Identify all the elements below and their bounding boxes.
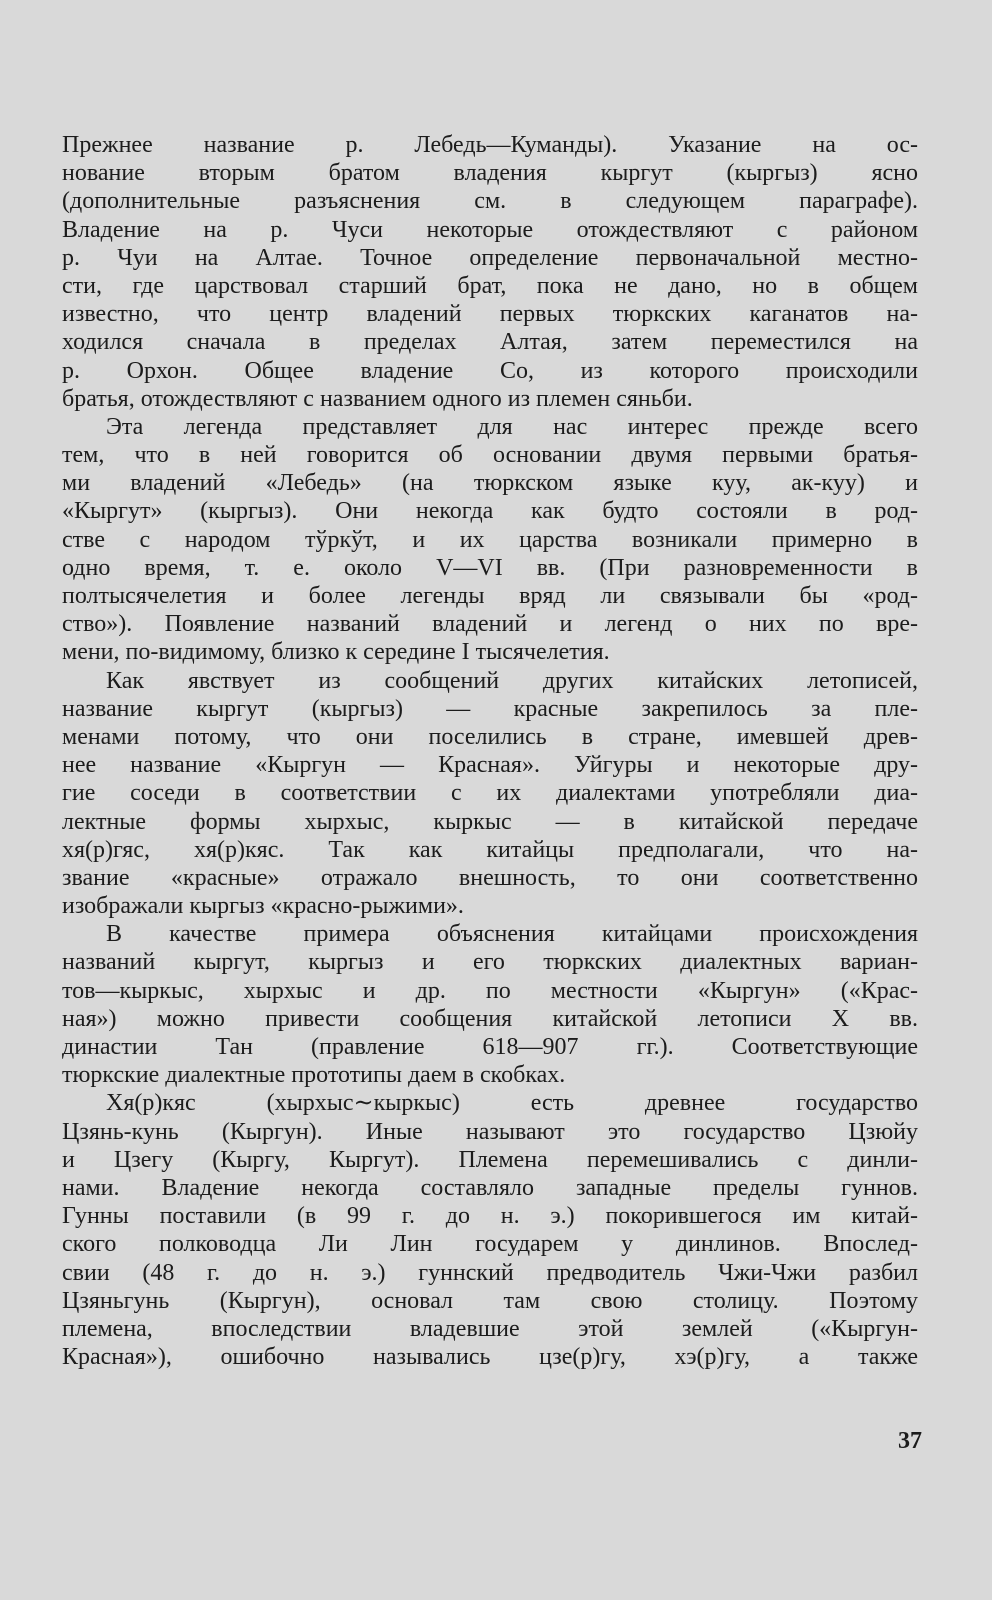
text-line: изображали кыргыз «красно-рыжими».	[62, 893, 464, 920]
text-line: Хя(р)кяс (хырхыс∼кыркыс) есть древнее государство	[106, 1090, 918, 1117]
text-line: р. Чуи на Алтае. Точное определение первоначальной местно-	[62, 244, 918, 271]
text-line: р. Орхон. Общее владение Со, из которого происходили	[62, 357, 918, 384]
text-line: Как явствует из сообщений других китайских летописей,	[106, 667, 918, 694]
text-line: племена, впоследствии владевшие этой землей («Кыргун-	[62, 1315, 918, 1342]
text-line: ная») можно привести сообщения китайской летописи X вв.	[62, 1005, 918, 1032]
text-line: нами. Владение некогда составляло западные пределы гуннов.	[62, 1174, 918, 1201]
text-line: одно время, т. е. около V—VI вв. (При разновременности в	[62, 554, 918, 581]
text-line: ми владений «Лебедь» (на тюркском языке куу, ак-куу) и	[62, 470, 918, 497]
text-line: Владение на р. Чуси некоторые отождествляют с районом	[62, 216, 918, 243]
text-line: Прежнее название р. Лебедь—Куманды). Указание на ос-	[62, 132, 918, 158]
page-number: 37	[898, 1428, 922, 1454]
text-line: лектные формы хырхыс, кыркыс — в китайской передаче	[62, 808, 918, 835]
body-text	[62, 131, 918, 1371]
text-line: Цзяньгунь (Кыргун), основал там свою столицу. Поэтому	[62, 1287, 918, 1314]
text-line: гие соседи в соответствии с их диалектами употребляли диа-	[62, 780, 918, 807]
text-line: династии Тан (правление 618—907 гг.). Соответствующие	[62, 1034, 918, 1060]
text-line: Цзянь-кунь (Кыргун). Иные называют это государство Цзюйу	[62, 1118, 918, 1145]
text-line: и Цзегу (Кыргу, Кыргут). Племена перемешивались с динли-	[62, 1146, 918, 1173]
text-line: тем, что в ней говорится об основании двумя первыми братья-	[62, 442, 918, 469]
text-line: звание «красные» отражало внешность, то они соответственно	[62, 864, 918, 891]
text-line: названий кыргут, кыргыз и его тюркских диалектных вариан-	[62, 949, 918, 976]
text-line: ходился сначала в пределах Алтая, затем переместился на	[62, 329, 918, 356]
text-line: нее название «Кыргун — Красная». Уйгуры и некоторые дру-	[62, 752, 918, 779]
text-line: В качестве примера объяснения китайцами происхождения	[106, 921, 918, 948]
text-line: ство»). Появление названий владений и легенд о них по вре-	[62, 611, 918, 638]
text-line: Красная»), ошибочно назывались цзе(р)гу, хэ(р)гу, а также	[62, 1344, 918, 1371]
text-line: «Кыргут» (кыргыз). Они некогда как будто состояли в род-	[62, 498, 918, 525]
text-line: тюркские диалектные прототипы даем в скобках.	[62, 1062, 566, 1089]
text-line: хя(р)гяс, хя(р)кяс. Так как китайцы предполагали, что на-	[62, 836, 918, 863]
text-line: менами потому, что они поселились в стране, имевшей древ-	[62, 723, 918, 750]
text-line: мени, по-видимому, близко к середине I тысячелетия.	[62, 639, 610, 666]
text-line: тов—кыркыс, хырхыс и др. по местности «Кыргун» («Крас-	[62, 977, 918, 1004]
text-line: братья, отождествляют с названием одного из племен сяньби.	[62, 385, 693, 412]
text-line: известно, что центр владений первых тюркских каганатов на-	[62, 301, 918, 328]
text-line: название кыргут (кыргыз) — красные закрепилось за пле-	[62, 695, 918, 722]
text-line: свии (48 г. до н. э.) гуннский предводитель Чжи-Чжи разбил	[62, 1259, 918, 1286]
text-line: сти, где царствовал старший брат, пока не дано, но в общем	[62, 272, 918, 299]
text-line: полтысячелетия и более легенды вряд ли связывали бы «род-	[62, 583, 918, 609]
text-line: Эта легенда представляет для нас интерес прежде всего	[106, 413, 918, 440]
text-line: стве с народом тўркўт, и их царства возникали примерно в	[62, 526, 918, 553]
text-line: нование вторым братом владения кыргут (кыргыз) ясно	[62, 160, 918, 187]
text-line: (дополнительные разъяснения см. в следующем параграфе).	[62, 188, 918, 215]
text-line: ского полководца Ли Лин государем у динлинов. Впослед-	[62, 1231, 918, 1258]
text-line: Гунны поставили (в 99 г. до н. э.) покорившегося им китай-	[62, 1203, 918, 1230]
